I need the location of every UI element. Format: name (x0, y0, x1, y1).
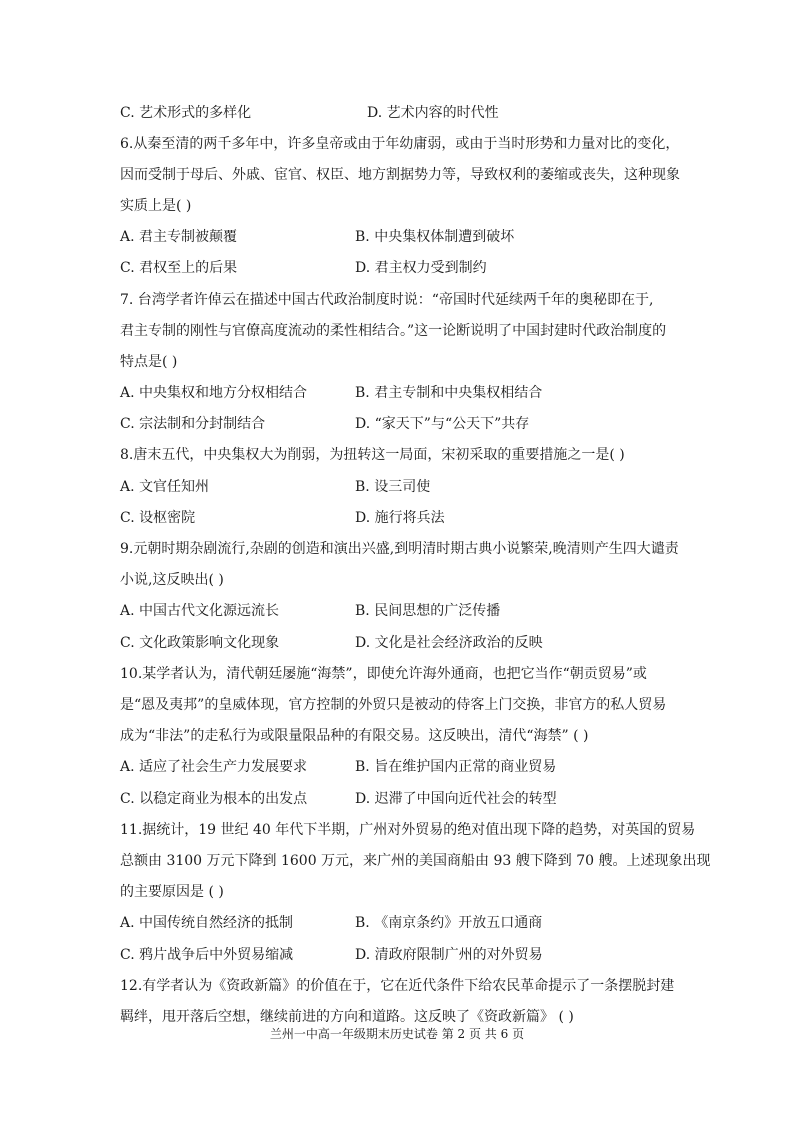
q9-option-d: D. 文化是社会经济政治的反映 (355, 635, 543, 651)
q10-stem-line-3: 成为“非法”的走私行为或限量限品种的有限交易。这反映出，清代“海禁” ( ) (120, 728, 589, 744)
q11-stem-line-1: 11.据统计，19 世纪 40 年代下半期，广州对外贸易的绝对值出现下降的趋势，对英国的贸易 (120, 822, 696, 838)
q9-option-b: B. 民间思想的广泛传播 (355, 603, 501, 619)
q9-option-a: A. 中国古代文化源远流长 (120, 603, 280, 619)
q12-stem-line-1: 12.有学者认为《资政新篇》的价值在于，它在近代条件下给农民革命提示了一条摆脱封建 (120, 978, 675, 994)
q6-stem-line-2: 因而受制于母后、外戚、宦官、权臣、地方割据势力等，导致权利的萎缩或丧失，这种现象 (120, 167, 680, 183)
q9-option-c: C. 文化政策影响文化现象 (120, 635, 280, 651)
q11-option-a: A. 中国传统自然经济的抵制 (120, 915, 294, 931)
q11-option-c: C. 鸦片战争后中外贸易缩减 (120, 947, 294, 963)
q5-option-c: C. 艺术形式的多样化 (120, 105, 252, 121)
q10-option-c: C. 以稳定商业为根本的出发点 (120, 791, 308, 807)
q8-option-b: B. 设三司使 (355, 479, 431, 495)
q8-option-c: C. 设枢密院 (120, 510, 196, 526)
q6-stem-line-3: 实质上是( ) (120, 198, 192, 214)
q8-stem-line-1: 8.唐末五代，中央集权大为削弱，为扭转这一局面，宋初采取的重要措施之一是( ) (120, 447, 625, 463)
q5-option-d: D. 艺术内容的时代性 (367, 105, 499, 121)
q10-option-b: B. 旨在维护国内正常的商业贸易 (355, 759, 557, 775)
q8-option-a: A. 文官任知州 (120, 479, 210, 495)
q10-stem-line-2: 是“恩及夷邦”的皇威体现，官方控制的外贸只是被动的侍客上门交换，非官方的私人贸易 (120, 697, 667, 713)
q10-stem-line-1: 10.某学者认为，清代朝廷屡施“海禁”，即使允许海外通商，也把它当作“朝贡贸易”或 (120, 666, 647, 682)
q6-option-c: C. 君权至上的后果 (120, 260, 238, 276)
q6-stem-line-1: 6.从秦至清的两千多年中，许多皇帝或由于年幼庸弱，或由于当时形势和力量对比的变化， (120, 136, 680, 152)
q7-stem-line-3: 特点是( ) (120, 354, 178, 370)
q7-option-c: C. 宗法制和分封制结合 (120, 416, 266, 432)
q11-stem-line-2: 总额由 3100 万元下降到 1600 万元，来广州的美国商船由 93 艘下降到 70 艘。上述现象出现 (120, 853, 711, 869)
q7-option-d: D. “家天下”与“公天下”共存 (355, 416, 530, 432)
q12-stem-line-2: 羁绊，甩开落后空想，继续前进的方向和道路。这反映了《资政新篇》 ( ) (120, 1009, 574, 1025)
q7-stem-line-2: 君主专制的刚性与官僚高度流动的柔性相结合。”这一论断说明了中国封建时代政治制度的 (120, 323, 667, 339)
q6-option-b: B. 中央集权体制遭到破坏 (355, 229, 515, 245)
q6-option-d: D. 君主权力受到制约 (355, 260, 487, 276)
q10-option-d: D. 迟滞了中国向近代社会的转型 (355, 791, 557, 807)
q8-option-d: D. 施行将兵法 (355, 510, 445, 526)
q11-stem-line-3: 的主要原因是 ( ) (120, 884, 224, 900)
q6-option-a: A. 君主专制被颠覆 (120, 229, 238, 245)
q7-option-b: B. 君主专制和中央集权相结合 (355, 385, 543, 401)
q11-option-b: B. 《南京条约》开放五口通商 (355, 915, 543, 931)
q9-stem-line-2: 小说,这反映出( ) (120, 572, 224, 588)
q7-stem-line-1: 7. 台湾学者许倬云在描述中国古代政治制度时说：“帝国时代延续两千年的奥秘即在于, (120, 292, 654, 308)
page-footer: 兰州一中高一年级期末历史试卷 第 2 页 共 6 页 (269, 1027, 525, 1041)
q11-option-d: D. 清政府限制广州的对外贸易 (355, 947, 543, 963)
q9-stem-line-1: 9.元朝时期杂剧流行,杂剧的创造和演出兴盛,到明清时期古典小说繁荣,晚清则产生四大谴责 (120, 541, 679, 557)
q10-option-a: A. 适应了社会生产力发展要求 (120, 759, 308, 775)
q7-option-a: A. 中央集权和地方分权相结合 (120, 385, 308, 401)
